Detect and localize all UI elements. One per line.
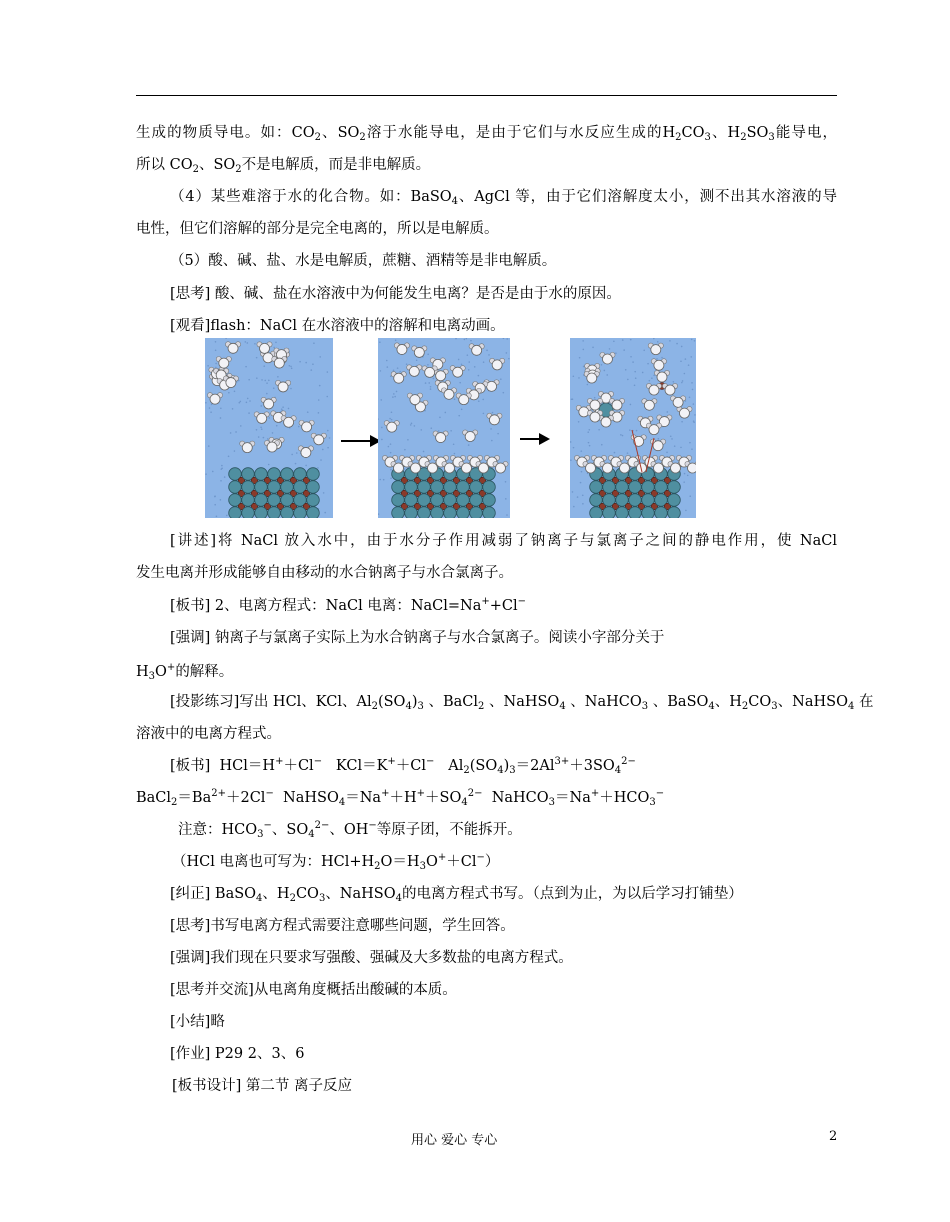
- water-molecule: [275, 380, 290, 392]
- text-line: （5）酸、碱、盐、水是电解质，蔗糖、酒精等是非电解质。: [170, 253, 557, 269]
- water-molecule: [261, 397, 276, 409]
- water-molecule: [412, 346, 427, 358]
- animation-frame-3: [570, 338, 696, 518]
- water-molecule: [456, 393, 471, 405]
- text-line: 生成的物质导电。如：$CO_2$、$SO_2$溶于水能导电，是由于它们与水反应生成的$H_2CO_3$、$H_2SO_3$能导电，: [136, 125, 838, 143]
- text-line: $BaCl_2=Ba^{2+}+2Cl^-$ $NaHSO_4=Na^++H^++SO_4^{2-}$ $NaHCO_3=Na^++HCO_3^-$: [136, 788, 665, 808]
- text-line: [强调] 钠离子与氯离子实际上为水合钠离子与水合氯离子。阅读小字部分关于: [170, 630, 665, 646]
- nacl-crystal: [229, 468, 320, 518]
- nacl-crystal: [590, 468, 681, 518]
- text-line: [强调]我们现在只要求写强酸、强碱及大多数盐的电离方程式。: [170, 950, 573, 966]
- water-molecule: [394, 343, 409, 355]
- water-molecule: [662, 383, 677, 395]
- water-molecule: [646, 423, 661, 435]
- header-rule: [136, 95, 837, 96]
- water-molecule: [493, 461, 508, 473]
- water-molecule: [441, 388, 456, 400]
- water-molecule: [299, 420, 314, 432]
- water-molecule: [407, 365, 422, 377]
- text-line: 注意：$HCO_3^-$、$SO_4^{2-}$、OH−等原子团，不能拆开。: [178, 820, 522, 840]
- water-molecule: [677, 407, 692, 419]
- water-molecule: [391, 372, 406, 384]
- water-molecule: [384, 421, 399, 433]
- text-line: $H_3O^+$的解释。: [136, 662, 234, 682]
- text-line: 所以 $CO_2$、$SO_2$不是电解质，而是非电解质。: [136, 157, 431, 175]
- water-molecule: [584, 371, 599, 383]
- text-line: （HCl 电离也可写为：$HCl+H_2O=H_3O^++Cl^-$）: [172, 852, 500, 872]
- text-line: [思考] 酸、碱、盐在水溶液中为何能发生电离？是否是由于水的原因。: [170, 286, 621, 302]
- water-molecule: [281, 416, 296, 428]
- text-line: 溶液中的电离方程式。: [136, 726, 281, 742]
- water-molecule: [600, 352, 615, 364]
- text-line: [投影练习]写出 HCl、KCl、$Al_2(SO_4)_3$ 、BaCl$_2$ 、NaHSO$_4$ 、NaHCO$_3$ 、BaSO$_4$、$H_2CO_3$、NaHSO$_4$ 在: [170, 694, 874, 712]
- text-line: [思考并交流]从电离角度概括出酸碱的本质。: [170, 982, 457, 998]
- text-line: [板书] 2、电离方程式：NaCl 电离：NaCl=Na++Cl−: [170, 596, 527, 614]
- water-molecule: [463, 430, 478, 442]
- water-molecule: [646, 383, 661, 395]
- water-molecule: [264, 440, 279, 452]
- water-molecule: [490, 358, 505, 370]
- text-line: 电性，但它们溶解的部分是完全电离的，所以是电解质。: [136, 221, 499, 237]
- animation-frame-1: [205, 338, 333, 518]
- water-molecule: [272, 356, 287, 368]
- footer-center: 用心 爱心 专心: [411, 1133, 498, 1148]
- animation-frame-2: [378, 338, 510, 518]
- text-line: 发生电离并形成能够自由移动的水合钠离子与水合氯离子。: [136, 565, 513, 581]
- water-molecule: [422, 366, 437, 378]
- water-molecule: [207, 393, 222, 405]
- text-line: [板书] HCl＝H+＋Cl− KCl＝K+＋Cl− $Al_2(SO_4)_3=2Al^{3+}+3SO_4^{2-}$: [170, 756, 636, 776]
- water-molecule: [670, 396, 685, 408]
- text-line: [纠正] BaSO$_4$、$H_2CO_3$、NaHSO$_4$的电离方程式书写。（点到为止，为以后学习打铺垫）: [170, 886, 743, 904]
- water-molecule: [216, 357, 231, 369]
- text-line: [讲述]将 NaCl 放入水中，由于水分子作用减弱了钠离子与氯离子之间的静电作用，使 NaCl: [170, 533, 837, 549]
- nacl-crystal: [392, 468, 496, 518]
- page-number: 2: [829, 1129, 838, 1144]
- water-molecule: [487, 413, 502, 425]
- water-molecule: [642, 399, 657, 411]
- text-line: [板书设计] 第二节 离子反应: [172, 1078, 353, 1094]
- water-molecule: [254, 412, 269, 424]
- text-line: [作业] P29 2、3、6: [170, 1046, 305, 1062]
- water-molecule: [469, 344, 484, 356]
- text-line: [小结]略: [170, 1014, 225, 1030]
- water-molecule: [240, 441, 255, 453]
- text-line: [观看]flash：NaCl 在水溶液中的溶解和电离动画。: [170, 318, 505, 334]
- water-molecule: [225, 342, 240, 354]
- arrow-right-icon: [519, 431, 551, 447]
- water-molecule: [257, 342, 272, 354]
- water-molecule: [311, 433, 326, 445]
- arrow-right-icon: [340, 433, 382, 449]
- text-line: （4）某些难溶于水的化合物。如：BaSO$_4$、AgCl 等，由于它们溶解度太小，测不出其水溶液的导: [170, 189, 837, 207]
- water-molecule: [648, 343, 663, 355]
- water-molecule: [685, 461, 696, 473]
- water-molecule: [450, 366, 465, 378]
- water-molecule: [654, 370, 669, 382]
- water-molecule: [651, 359, 666, 371]
- water-molecule: [433, 431, 448, 443]
- text-line: [思考]书写电离方程式需要注意哪些问题，学生回答。: [170, 918, 515, 934]
- water-molecule: [598, 415, 613, 427]
- water-molecule: [298, 446, 313, 458]
